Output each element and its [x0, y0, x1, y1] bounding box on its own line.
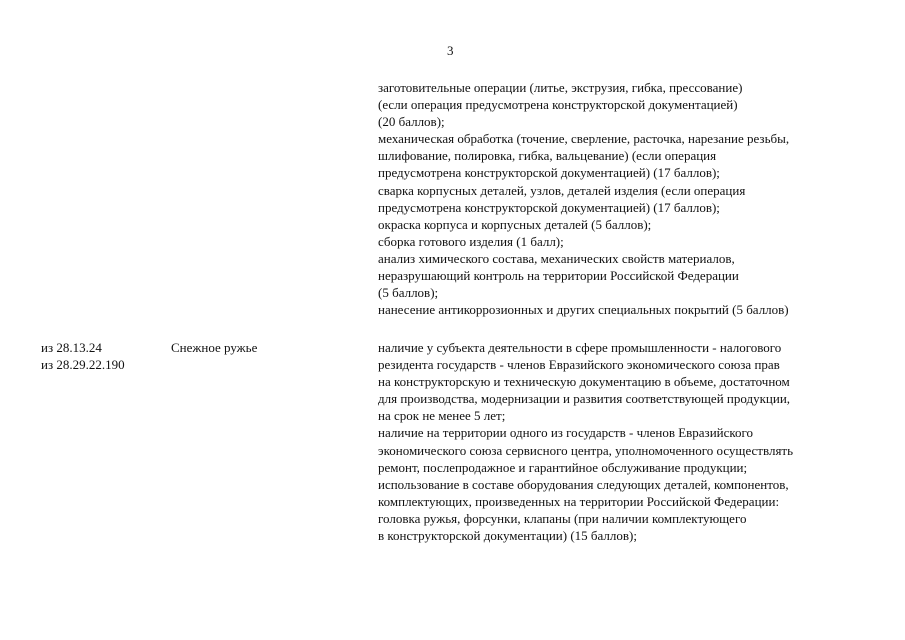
text-line: предусмотрена конструкторской документацией) (17 баллов);	[378, 199, 720, 215]
text-line: заготовительные операции (литье, экструзия, гибка, прессование)	[378, 80, 743, 95]
page-number: 3	[447, 43, 454, 58]
text-line: сборка готового изделия (1 балл);	[378, 233, 564, 249]
product-code: из 28.29.22.190	[41, 357, 125, 373]
text-line: наличие у субъекта деятельности в сфере промышленности - налогового	[378, 340, 782, 355]
text-line: окраска корпуса и корпусных деталей (5 баллов);	[378, 216, 652, 232]
text-line: ремонт, послепродажное и гарантийное обслуживание продукции;	[378, 459, 748, 475]
text-line: резидента государств - членов Евразийского экономического союза прав	[378, 357, 780, 373]
text-line: нанесение антикоррозионных и других специальных покрытий (5 баллов)	[378, 302, 789, 318]
text-line: в конструкторской документации) (15 баллов);	[378, 528, 637, 544]
text-line: наличие на территории одного из государств - членов Евразийского	[378, 425, 754, 441]
text-line: анализ химического состава, механических свойств материалов,	[378, 250, 735, 266]
requirements-continuation	[378, 79, 888, 318]
product-codes	[41, 339, 125, 373]
product-name-text: Снежное ружье	[171, 340, 258, 355]
text-line: на конструкторскую и техническую документацию в объеме, достаточном	[378, 374, 790, 390]
text-line: (если операция предусмотрена конструкторской документацией)	[378, 97, 738, 113]
text-line: для производства, модернизации и развития соответствующей продукции,	[378, 391, 791, 407]
text-line: головка ружья, форсунки, клапаны (при наличии комплектующего	[378, 510, 747, 526]
product-requirements	[378, 339, 888, 544]
text-line: использование в составе оборудования следующих деталей, компонентов,	[378, 476, 789, 492]
text-line: (5 баллов);	[378, 285, 439, 301]
product-code: из 28.13.24	[41, 340, 102, 355]
text-line: экономического союза сервисного центра, уполномоченного осуществлять	[378, 442, 794, 458]
text-line: неразрушающий контроль на территории Российской Федерации	[378, 268, 739, 284]
product-name	[171, 339, 257, 356]
text-line: (20 баллов);	[378, 114, 445, 130]
text-line: предусмотрена конструкторской документацией) (17 баллов);	[378, 165, 720, 181]
text-line: механическая обработка (точение, сверление, расточка, нарезание резьбы,	[378, 131, 790, 147]
text-line: комплектующих, произведенных на территории Российской Федерации:	[378, 493, 780, 509]
text-line: на срок не менее 5 лет;	[378, 408, 506, 424]
text-line: шлифование, полировка, гибка, вальцевание) (если операция	[378, 148, 717, 164]
text-line: сварка корпусных деталей, узлов, деталей изделия (если операция	[378, 182, 746, 198]
